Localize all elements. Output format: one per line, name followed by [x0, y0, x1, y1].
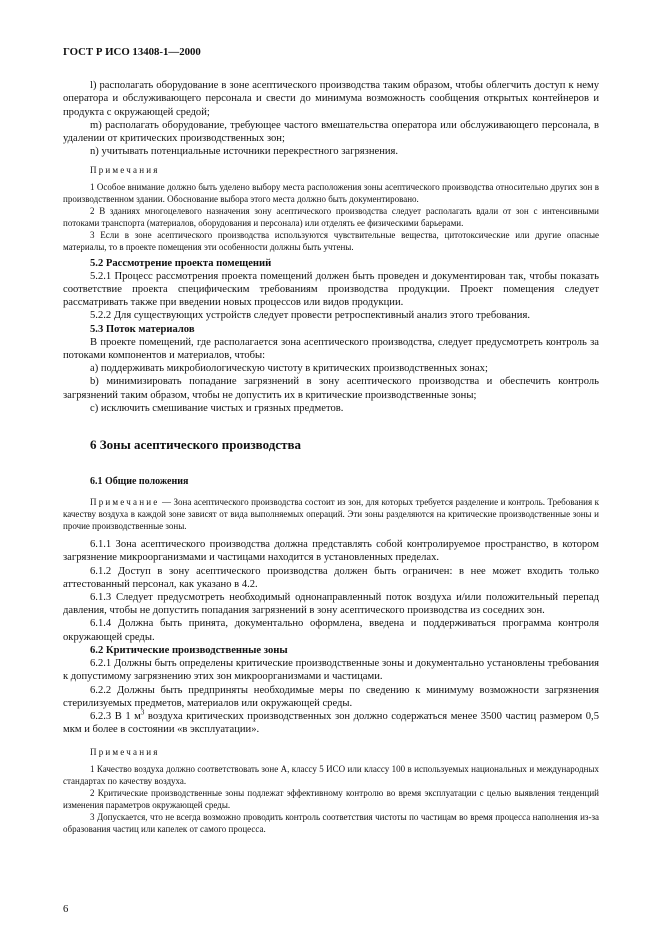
paragraph-5-2-1: 5.2.1 Процесс рассмотрения проекта помещений должен быть проведен и документирован так, чтобы показать соответствие проекта специфическим требованиям производства продукции. Проект помещения следует рассматривать также при введении новых процессов или видов продукции.: [63, 270, 599, 309]
note-2-2: 2 Критические производственные зоны подлежат эффективному контролю во время эксплуатации с целью выявления тенденций изменения параметров окружающей среды.: [63, 787, 599, 810]
note-label: Примечание: [90, 497, 160, 508]
list-item-l: l) располагать оборудование в зоне асептического производства таким образом, чтобы облегчить доступ к нему оператора и обслуживающего персонала и свести до минимума возможность сообщения открытых контейнеров и продукта с окружающей средой;: [63, 80, 599, 118]
section-6-2-heading: 6.2 Критические производственные зоны: [90, 644, 288, 656]
paragraph-5-2-2: 5.2.2 Для существующих устройств следует провести ретроспективный анализ этого требования.: [90, 310, 530, 322]
paragraph-6-1-4: 6.1.4 Должна быть принята, документально оформлена, введена и поддерживаться программа контроля окружающей среды.: [63, 618, 599, 643]
list-item-m: m) располагать оборудование, требующее частого вмешательства оператора или обслуживающего персонала, в удалении от критических производственных зон;: [63, 119, 599, 145]
paragraph-6-2-2: 6.2.2 Должны быть предприняты необходимые меры по сведению к минимуму возможности загрязнения стерилизуемых предметов, материалов или окружающей среды.: [63, 684, 599, 709]
note-1-2: 2 В зданиях многоцелевого назначения зону асептического производства следует располагать вдали от зон с интенсивными потоками транспорта (материалов, оборудования и персонала) или отделять ее физическими барьерами.: [63, 205, 599, 228]
paragraph-6-2-3: [63, 710, 599, 736]
section-5-2-heading: 5.2 Рассмотрение проекта помещений: [90, 257, 272, 269]
paragraph-6-1-2: 6.1.2 Доступ в зону асептического производства должен быть ограничен: в нее может входить только аттестованный персонал, как указано в 4.2.: [63, 565, 599, 590]
list-item-a: a) поддерживать микробиологическую чистоту в критических производственных зонах;: [90, 363, 488, 375]
page-number: 6: [63, 904, 69, 915]
note-2-3: 3 Допускается, что не всегда возможно проводить контроль соответствия чистоты по частицам во время процесса наполнения из-за образования частиц или капелек от самого процесса.: [63, 811, 599, 834]
notes-heading-2: Примечания: [90, 747, 160, 758]
p623-superscript: 3: [140, 708, 145, 717]
list-item-c: c) исключить смешивание чистых и грязных предметов.: [90, 402, 344, 414]
section-5-3-heading: 5.3 Поток материалов: [90, 323, 195, 335]
note-1-1: 1 Особое внимание должно быть уделено выбору места расположения зоны асептического производства относительно других зон в производственном здании. Обоснование выбора этого места должно быть документировано.: [63, 181, 599, 204]
list-item-b: b) минимизировать попадание загрязнений в зону асептического производства и обеспечить контроль загрязнений таким образом, чтобы не допустить их в критические производственные зоны;: [63, 376, 599, 401]
paragraph-6-2-1: 6.2.1 Должны быть определены критические производственные зоны и документально установлены требования к допустимому загрязнению этих зон микроорганизмами и частицами.: [63, 658, 599, 683]
section-6-1-note: [63, 496, 599, 532]
paragraph-6-1-1: 6.1.1 Зона асептического производства должна представлять собой контролируемое пространство, в котором загрязнение микроорганизмами и частицами находится в установленных пределах.: [63, 539, 599, 564]
note-text: — Зона асептического производства состоит из зон, для которых требуется разделение и контроль. Требования к качеству воздуха в каждой зоне зависят от вида выполняемых операций. Эти зоны разделяются на критические производственные зоны и прочие производственные зоны.: [63, 497, 599, 532]
note-2-1: 1 Качество воздуха должно соответствовать зоне А, классу 5 ИСО или классу 100 в используемых национальных и международных стандартах по качеству воздуха.: [63, 763, 599, 786]
section-6-title: 6 Зоны асептического производства: [90, 437, 301, 453]
p623-part-b: воздуха критических производственных зон должно содержаться менее 3500 частиц размером 0,5 мкм и более в состоянии «в эксплуатации».: [63, 710, 600, 736]
notes-heading-1: Примечания: [90, 165, 160, 176]
note-1-3: 3 Если в зоне асептического производства используются чувствительные вещества, цитотоксические или другие опасные материалы, то в проекте помещения эти особенности должны быть учтены.: [63, 229, 599, 252]
list-item-n: n) учитывать потенциальные источники перекрестного загрязнения.: [90, 146, 399, 158]
p623-part-a: 6.2.3 В 1 м: [90, 710, 141, 722]
paragraph-6-1-3: 6.1.3 Следует предусмотреть необходимый однонаправленный поток воздуха и/или положительный перепад давления, чтобы не допустить попадания загрязнений в зону асептического производства из соседних зон.: [63, 592, 599, 617]
paragraph-5-3-intro: В проекте помещений, где располагается зона асептического производства, следует предусмотреть контроль за потоками компонентов и материалов, чтобы:: [63, 336, 599, 362]
standard-header: ГОСТ Р ИСО 13408-1—2000: [63, 46, 201, 58]
section-6-1-heading: 6.1 Общие положения: [90, 476, 189, 488]
